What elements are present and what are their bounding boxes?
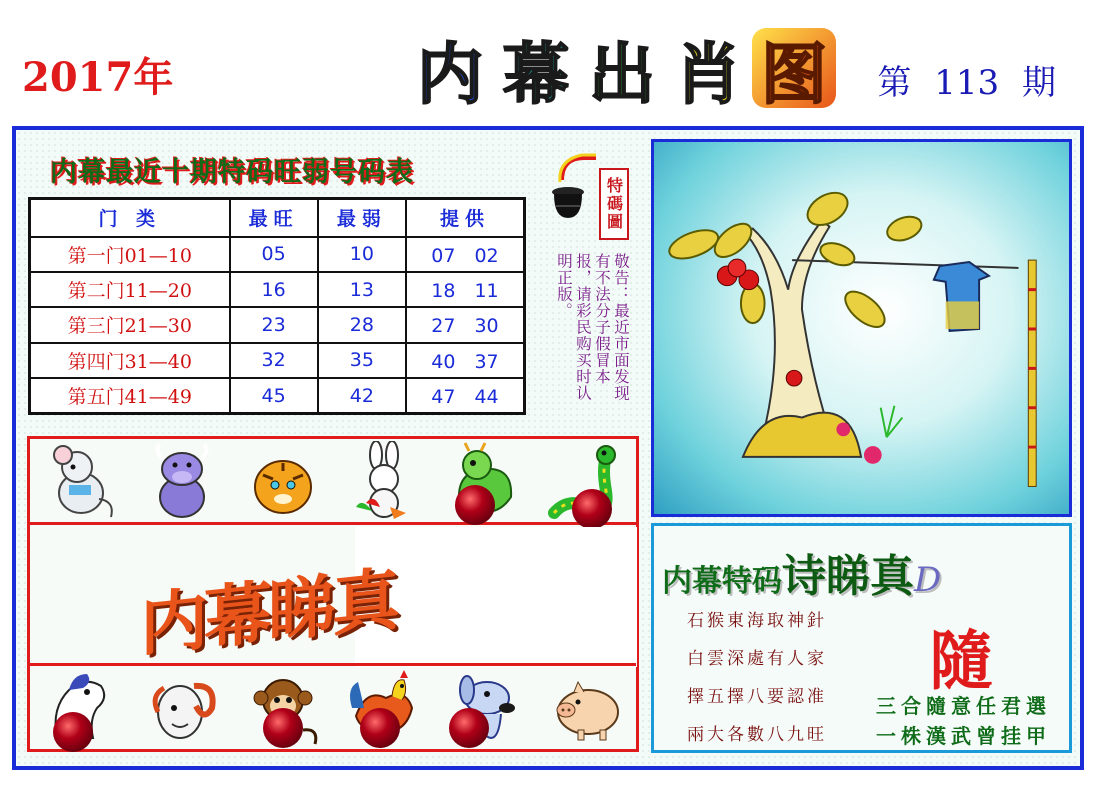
poem-panel bbox=[651, 523, 1072, 753]
most-cell: 32 bbox=[230, 343, 318, 378]
dog-icon bbox=[447, 668, 523, 748]
marker-ball bbox=[263, 708, 303, 748]
provide-cell: 07 02 bbox=[406, 237, 525, 272]
zodiac-center-text: 内幕睇真 bbox=[140, 559, 397, 667]
table-row bbox=[30, 343, 525, 378]
pot-icon bbox=[548, 150, 600, 220]
poem-highlight: 隨 bbox=[929, 624, 993, 699]
number-table bbox=[28, 197, 526, 415]
header-provide: 提供 bbox=[406, 199, 525, 237]
ox-icon bbox=[144, 441, 220, 521]
gate-cell: 第三门21—30 bbox=[30, 307, 230, 342]
tree-icon bbox=[654, 142, 1069, 514]
gate-cell: 第四门31—40 bbox=[30, 343, 230, 378]
most-cell: 23 bbox=[230, 307, 318, 342]
zodiac-panel bbox=[27, 436, 639, 752]
title-char-2: 幕 bbox=[503, 35, 569, 113]
provide-cell: 40 37 bbox=[406, 343, 525, 378]
poem-line-2: 白雲深處有人家 bbox=[687, 649, 827, 669]
zodiac-blank-area bbox=[355, 527, 637, 667]
poem-title bbox=[662, 540, 941, 604]
table-row bbox=[30, 378, 525, 413]
notice-text: 敬告：最近市面发现有不法分子假冒本报，请彩民购买时认明正版。 bbox=[555, 253, 630, 402]
seal-stamp: 特碼圖 bbox=[599, 168, 629, 240]
header-least: 最弱 bbox=[318, 199, 406, 237]
table-row bbox=[30, 307, 525, 342]
zodiac-row-top bbox=[30, 439, 636, 525]
tiger-icon bbox=[245, 441, 321, 521]
least-cell: 10 bbox=[318, 237, 406, 272]
year-label: 2017年 bbox=[22, 54, 174, 101]
poem-line-4: 兩大各數八九旺 bbox=[687, 725, 827, 745]
poem-title-mark: D bbox=[914, 560, 942, 600]
most-cell: 16 bbox=[230, 272, 318, 307]
marker-ball bbox=[455, 485, 495, 525]
poem-title-big: 诗睇真 bbox=[782, 551, 914, 602]
title-char-3: 出 bbox=[589, 35, 655, 113]
dragon-icon bbox=[447, 441, 523, 521]
gate-cell: 第五门41—49 bbox=[30, 378, 230, 413]
snake-icon bbox=[548, 441, 624, 521]
goat-icon bbox=[144, 668, 220, 748]
issue-suffix: 期 bbox=[1022, 63, 1056, 103]
table-row bbox=[30, 272, 525, 307]
rooster-icon bbox=[346, 668, 422, 748]
poem-couplet-1: 三合隨意任君選 bbox=[876, 694, 1051, 718]
pig-icon bbox=[548, 668, 624, 748]
marker-ball bbox=[360, 708, 400, 748]
least-cell: 42 bbox=[318, 378, 406, 413]
table-row bbox=[30, 237, 525, 272]
poem-line-3: 擇五擇八要認准 bbox=[687, 687, 827, 707]
zodiac-row-bottom bbox=[30, 663, 636, 749]
table-title: 内幕最近十期特码旺弱号码表 bbox=[50, 157, 414, 188]
tree-illustration bbox=[651, 139, 1072, 517]
title-char-1: 内 bbox=[417, 35, 483, 113]
poem-title-small: 内幕特码 bbox=[662, 564, 782, 599]
provide-cell: 47 44 bbox=[406, 378, 525, 413]
most-cell: 05 bbox=[230, 237, 318, 272]
provide-cell: 18 11 bbox=[406, 272, 525, 307]
provide-cell: 27 30 bbox=[406, 307, 525, 342]
poem-couplet-2: 一株漢武曾挂甲 bbox=[876, 724, 1051, 748]
issue-number bbox=[871, 55, 1062, 104]
header-gate: 门 类 bbox=[30, 199, 230, 237]
poem-line-1: 石猴東海取神針 bbox=[687, 611, 827, 631]
table-header-row bbox=[30, 199, 525, 237]
page-title bbox=[408, 28, 836, 113]
least-cell: 35 bbox=[318, 343, 406, 378]
horse-icon bbox=[43, 668, 119, 748]
title-char-4: 肖 bbox=[675, 35, 741, 113]
marker-ball bbox=[572, 489, 612, 529]
title-char-5: 图 bbox=[752, 28, 836, 108]
rabbit-icon bbox=[346, 441, 422, 521]
issue-value: 113 bbox=[934, 63, 1000, 103]
gate-cell: 第二门11—20 bbox=[30, 272, 230, 307]
marker-ball bbox=[53, 712, 93, 752]
rat-icon bbox=[43, 441, 119, 521]
gate-cell: 第一门01—10 bbox=[30, 237, 230, 272]
least-cell: 13 bbox=[318, 272, 406, 307]
marker-ball bbox=[449, 708, 489, 748]
header-most: 最旺 bbox=[230, 199, 318, 237]
issue-prefix: 第 bbox=[877, 63, 912, 103]
most-cell: 45 bbox=[230, 378, 318, 413]
monkey-icon bbox=[245, 668, 321, 748]
least-cell: 28 bbox=[318, 307, 406, 342]
